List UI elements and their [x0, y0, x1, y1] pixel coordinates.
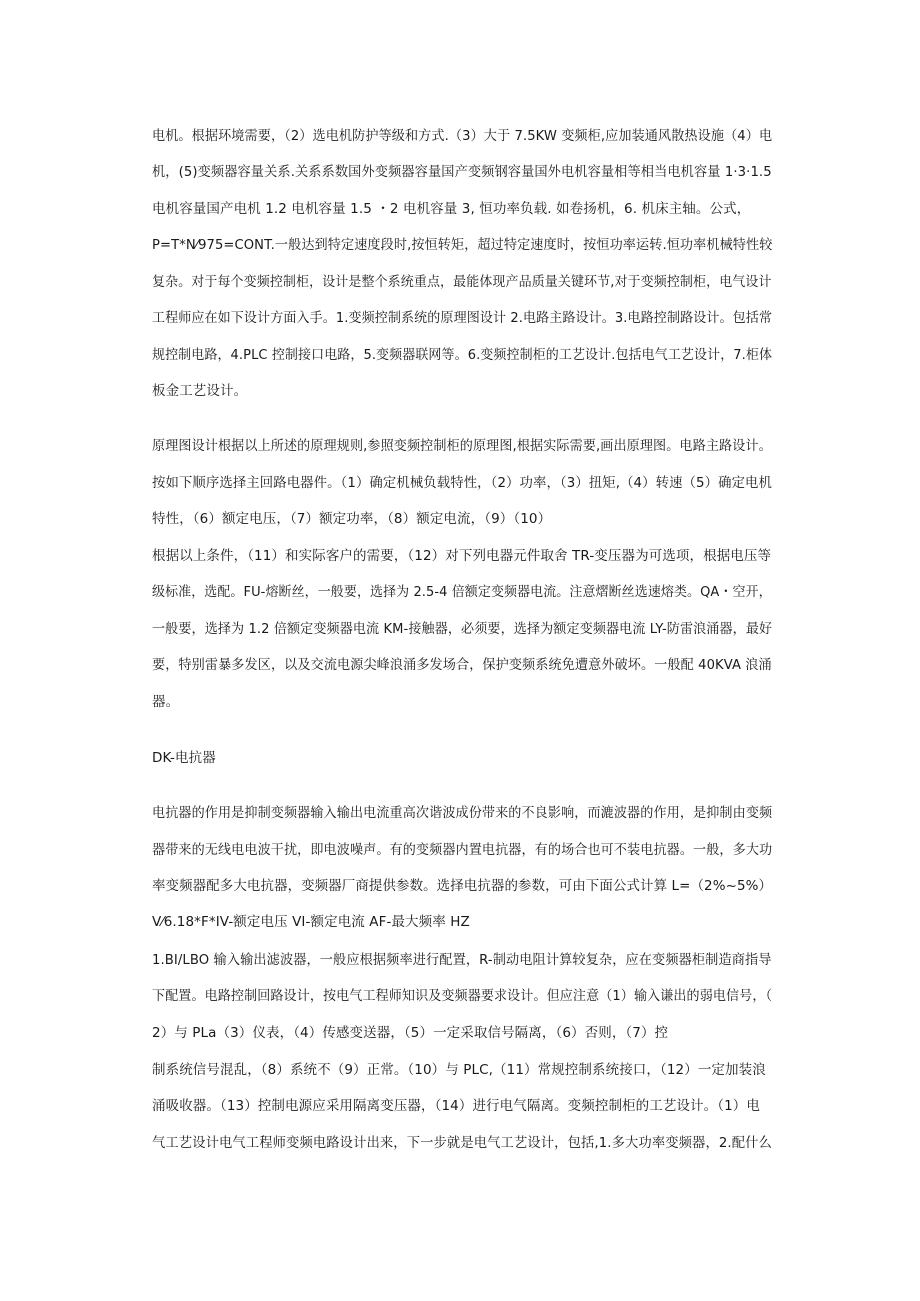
- text-line: 规控制电路，4.PLC 控制接口电路，5.变频器联网等。6.变频控制柜的工艺设计.包括电气工艺设计，7.柜体: [152, 347, 773, 363]
- text-line: 机，(5)变频器容量关系.关系系数国外变频器容量国产变频钢容量国外电机容量相等相当电机容量 1·3·1.5: [152, 164, 772, 180]
- text-line: 率变频器配多大电抗器，变频器厂商提供参数。选择电抗器的参数，可由下面公式计算 L=（2%~5%）: [152, 878, 773, 894]
- text-line: 气工艺设计电气工程师变频电路设计出来，下一步就是电气工艺设计，包括,1.多大功率变频器，2.配什么: [152, 1135, 772, 1151]
- text-line: 电抗器的作用是抑制变频器输入输出电流重高次谐波成份带来的不良影响，而漉波器的作用，是抑制由变频: [152, 805, 773, 821]
- text-line: 电机。根据环境需要，（2）选电机防护等级和方式.（3）大于 7.5KW 变频柜,应加装通风散热设施（4）电: [152, 128, 773, 144]
- text-line: 器。: [152, 694, 180, 710]
- text-line: 涌吸收器。（13）控制电源应采用隔离变压器，（14）进行电气隔离。变频控制柜的工艺设计。（1）电: [152, 1098, 760, 1114]
- text-line: 特性，（6）额定电压，（7）额定功率，（8）额定电流，（9）（10）: [152, 511, 552, 527]
- text-line: 制系统信号混乱，（8）系统不（9）正常。（10）与 PLC,（11）常规控制系统接口，（12）一定加装浪: [152, 1062, 766, 1078]
- text-line: 器带来的无线电电波干扰，即电波噪声。有的变频器内置电抗器，有的场合也可不装电抗器。一般，多大功: [152, 842, 773, 858]
- text-line: 2）与 PLa（3）仪表，（4）传感变送器，（5）一定采取信号隔离，（6）否则，（7）控: [152, 1025, 669, 1041]
- text-line: 级标准，选配。FU-熔断丝，一般要，选择为 2.5-4 倍额定变频器电流。注意熠断丝选速熔类。QA・空开，: [152, 584, 772, 600]
- text-line: 根据以上条件，（11）和实际客户的需要，（12）对下列电器元件取舍 TR-变压器为可选项，根据电压等: [152, 548, 772, 564]
- section-heading: DK-电抗器: [152, 750, 216, 766]
- formula-line: V⁄6.18*F*IV-额定电压 VI-额定电流 AF-最大频率 HZ: [152, 914, 470, 930]
- text-line: 1.BI/LBO 输入输出滤波器，一般应根据频率进行配置，R-制动电阻计算较复杂，应在变频器柜制造商指导: [152, 952, 772, 968]
- text-line: 原理图设计根据以上所述的原理规则,参照变频控制柜的原理图,根据实际需要,画出原理图。电路主路设计。: [152, 438, 772, 454]
- text-line: P=T*N⁄975=CONT.一般达到特定速度段时,按恒转矩，超过特定速度时，按恒功率运转.恒功率机械特性较: [152, 237, 773, 253]
- text-line: 工程师应在如下设计方面入手。1.变频控制系统的原理图设计 2.电路主路设计。3.电路控制路设计。包括常: [152, 310, 773, 326]
- text-line: 一般要，选择为 1.2 倍额定变频器电流 KM-接触器，必须要，选择为额定变频器电流 LY-防雷浪涌器，最好: [152, 621, 773, 637]
- text-line: 电机容量国产电机 1.2 电机容量 1.5 ・2 电机容量 3, 恒功率负载. 如卷扬机，6. 机床主轴。公式，: [152, 201, 751, 217]
- text-line: 板金工艺设计。: [152, 383, 248, 399]
- text-line: 复杂。对于每个变频控制柜，设计是整个系统重点，最能体现产品质量关键环节,对于变频控制柜，电气设计: [152, 274, 772, 290]
- text-line: 按如下顺序选择主回路电器件。（1）确定机械负载特性，（2）功率，（3）扭矩,（4）转速（5）确定电机: [152, 475, 772, 491]
- text-line: 要，特别雷暴多发区，以及交流电源尖峰浪涌多发场合，保护变频系统免遭意外破坏。一般配 40KVA 浪涌: [152, 657, 772, 673]
- text-line: 下配置。电路控制回路设计，按电气工程师知识及变频器要求设计。但应注意（1）输入谦出的弱电信号，（: [152, 988, 773, 1004]
